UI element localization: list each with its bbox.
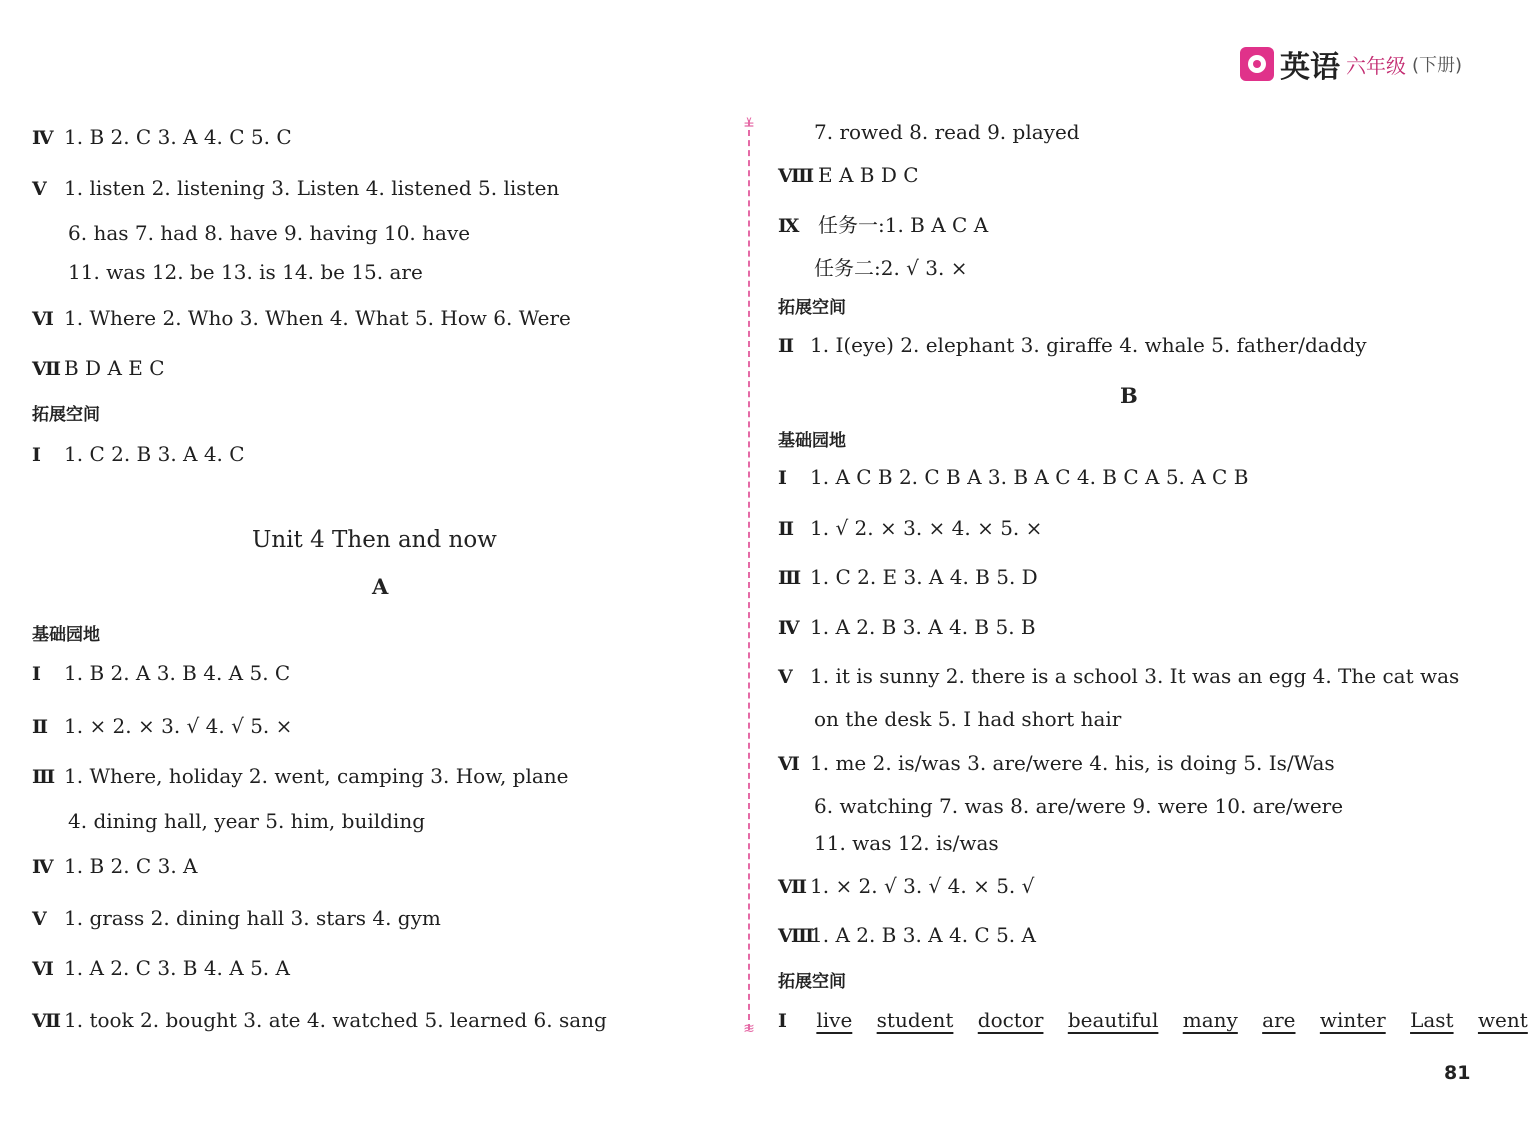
answer-line	[778, 614, 1036, 641]
answer-text: 1. A 2. B 3. A 4. B 5. B	[810, 615, 1036, 639]
page-number: 81	[1444, 1062, 1471, 1084]
section-numeral: Ⅴ	[32, 178, 47, 200]
answer-line	[778, 464, 1248, 491]
answer-line	[32, 905, 441, 932]
answer-line	[32, 713, 292, 740]
answer-line	[778, 922, 1036, 949]
section-numeral: Ⅰ	[778, 467, 787, 489]
underlined-word: went	[1477, 1008, 1528, 1032]
section-numeral: Ⅵ	[32, 308, 54, 330]
underlined-word: student	[876, 1008, 954, 1032]
answer-line	[778, 515, 1042, 542]
section-numeral: Ⅲ	[778, 567, 802, 589]
answer-text: 1. Where, holiday 2. went, camping 3. How, plane	[64, 764, 569, 788]
section-numeral: Ⅸ	[778, 215, 800, 237]
answer-line	[32, 355, 165, 382]
section-heading: 拓展空间	[32, 405, 100, 425]
underlined-word: winter	[1319, 1008, 1386, 1032]
divider-top-icon: ≚	[743, 117, 755, 133]
answer-line	[778, 750, 1335, 777]
answer-text: 1. C 2. B 3. A 4. C	[64, 442, 245, 466]
section-numeral: Ⅱ	[778, 335, 795, 357]
answer-line	[32, 1007, 607, 1034]
section-numeral: Ⅱ	[778, 518, 795, 540]
answer-line	[778, 873, 1034, 900]
answer-text: 1. B 2. C 3. A	[64, 854, 198, 878]
section-numeral: Ⅴ	[778, 666, 793, 688]
section-heading: 基础园地	[778, 431, 846, 451]
answer-line	[32, 660, 290, 687]
answer-text: 1. listen 2. listening 3. Listen 4. listened 5. listen	[64, 176, 560, 200]
section-numeral: Ⅳ	[32, 856, 54, 878]
answer-line	[32, 853, 197, 880]
answer-line: 11. was 12. is/was	[814, 831, 999, 855]
answer-text: 1. A 2. C 3. B 4. A 5. A	[64, 956, 290, 980]
header-title: 英语	[1280, 50, 1340, 85]
underlined-word: live	[816, 1008, 853, 1032]
unit-title: Unit 4 Then and now	[252, 527, 497, 553]
book-header	[1240, 44, 1462, 84]
answer-text: 1. C 2. E 3. A 4. B 5. D	[810, 565, 1038, 589]
answer-text: 1. A C B 2. C B A 3. B A C 4. B C A 5. A C B	[810, 465, 1249, 489]
answer-line: 4. dining hall, year 5. him, building	[68, 809, 426, 833]
part-heading: A	[372, 574, 389, 599]
answer-line: 11. was 12. be 13. is 14. be 15. are	[68, 260, 423, 284]
section-numeral: Ⅷ	[778, 925, 815, 947]
part-heading: B	[1120, 383, 1138, 408]
section-heading: 基础园地	[32, 625, 100, 645]
underlined-word: Last	[1410, 1008, 1454, 1032]
answer-line	[778, 212, 988, 239]
page-divider	[748, 120, 750, 1030]
answer-line	[778, 663, 1459, 690]
underlined-word: are	[1262, 1008, 1296, 1032]
section-numeral: Ⅵ	[778, 753, 800, 775]
answer-text: 1. √ 2. × 3. × 4. × 5. ×	[810, 516, 1043, 540]
answer-text: B D A E C	[64, 356, 165, 380]
answer-line	[778, 1007, 1536, 1034]
answer-text: 1. A 2. B 3. A 4. C 5. A	[810, 923, 1036, 947]
answer-line	[32, 441, 245, 468]
section-numeral: Ⅰ	[32, 663, 41, 685]
answer-text: 1. grass 2. dining hall 3. stars 4. gym	[64, 906, 441, 930]
answer-line	[778, 332, 1367, 359]
answer-text: E A B D C	[818, 163, 919, 187]
answer-line: 7. rowed 8. read 9. played	[814, 120, 1080, 144]
answer-text: 1. I(eye) 2. elephant 3. giraffe 4. whale 5. father/daddy	[810, 333, 1367, 357]
section-numeral: Ⅰ	[778, 1010, 787, 1032]
answer-text: 任务一:1. B A C A	[818, 213, 989, 237]
section-numeral: Ⅶ	[32, 358, 61, 380]
section-numeral: Ⅳ	[778, 617, 800, 639]
divider-bottom-icon: ≋	[743, 1021, 755, 1037]
section-numeral: Ⅶ	[778, 876, 807, 898]
answer-line: 任务二:2. √ 3. ×	[814, 256, 968, 280]
answer-text: 1. it is sunny 2. there is a school 3. It was an egg 4. The cat was	[810, 664, 1460, 688]
answer-line	[778, 162, 919, 189]
header-term: (下册)	[1412, 55, 1463, 76]
section-numeral: Ⅷ	[778, 165, 815, 187]
answer-line	[32, 124, 292, 151]
header-grade: 六年级	[1346, 53, 1406, 78]
underlined-word: many	[1182, 1008, 1238, 1032]
section-numeral: Ⅶ	[32, 1010, 61, 1032]
answer-line	[32, 955, 290, 982]
answer-text: 1. × 2. √ 3. √ 4. × 5. √	[810, 874, 1035, 898]
answer-line	[32, 175, 559, 202]
section-numeral: Ⅰ	[32, 444, 41, 466]
answer-line	[778, 564, 1038, 591]
answer-line	[32, 763, 569, 790]
answer-text: 1. B 2. C 3. A 4. C 5. C	[64, 125, 292, 149]
section-numeral: Ⅱ	[32, 716, 49, 738]
section-heading: 拓展空间	[778, 298, 846, 318]
answer-line	[32, 305, 571, 332]
section-numeral: Ⅴ	[32, 908, 47, 930]
underlined-word: beautiful	[1067, 1008, 1159, 1032]
answer-text: 1. me 2. is/was 3. are/were 4. his, is doing 5. Is/Was	[810, 751, 1335, 775]
answer-text: 1. Where 2. Who 3. When 4. What 5. How 6. Were	[64, 306, 571, 330]
answer-line: on the desk 5. I had short hair	[814, 707, 1122, 731]
answer-text: 1. × 2. × 3. √ 4. √ 5. ×	[64, 714, 293, 738]
book-logo-icon	[1240, 47, 1274, 81]
section-numeral: Ⅲ	[32, 766, 56, 788]
section-heading: 拓展空间	[778, 972, 846, 992]
answer-text: 1. B 2. A 3. B 4. A 5. C	[64, 661, 291, 685]
answer-line: 6. watching 7. was 8. are/were 9. were 10. are/were	[814, 794, 1344, 818]
section-numeral: Ⅳ	[32, 127, 54, 149]
answer-line: 6. has 7. had 8. have 9. having 10. have	[68, 221, 471, 245]
answer-text: 1. took 2. bought 3. ate 4. watched 5. learned 6. sang	[64, 1008, 607, 1032]
underlined-word: doctor	[977, 1008, 1044, 1032]
section-numeral: Ⅵ	[32, 958, 54, 980]
